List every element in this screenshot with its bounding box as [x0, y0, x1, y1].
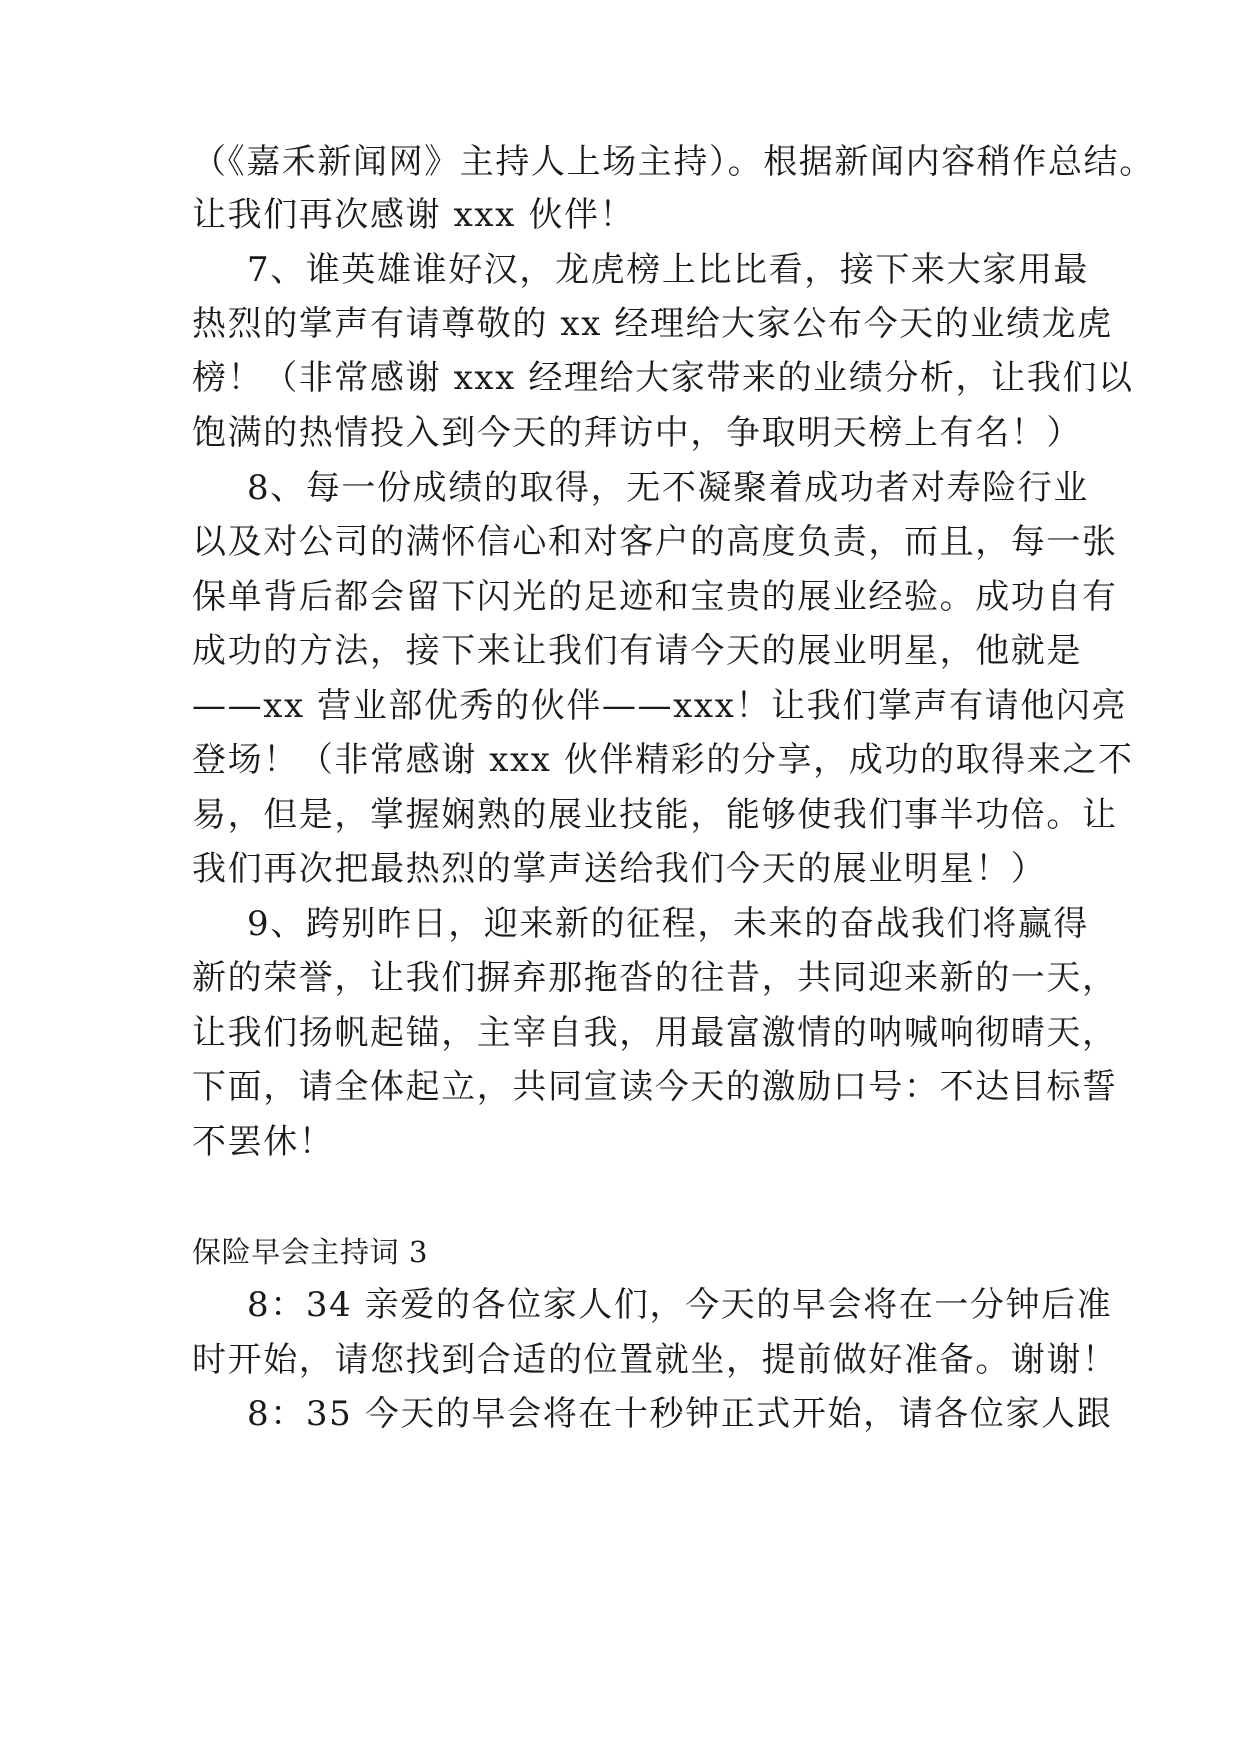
text-line: 不罢休！ [192, 1122, 335, 1162]
text-line: 下面，请全体起立，共同宣读今天的激励口号：不达目标誓 [192, 1067, 1118, 1107]
text-line: 成功的方法，接下来让我们有请今天的展业明星，他就是 [192, 631, 1082, 671]
text-line: 热烈的掌声有请尊敬的 xx 经理给大家公布今天的业绩龙虎 [192, 304, 1113, 344]
text-line: 榜！（非常感谢 xxx 经理给大家带来的业绩分析，让我们以 [192, 358, 1134, 398]
text-line: 8：34 亲爱的各位家人们，今天的早会将在一分钟后准 [247, 1285, 1113, 1325]
text-line: ——xx 营业部优秀的伙伴——xxx！让我们掌声有请他闪亮 [192, 686, 1128, 726]
text-line: 新的荣誉，让我们摒弃那拖沓的往昔，共同迎来新的一天， [192, 958, 1118, 998]
text-line: 饱满的热情投入到今天的拜访中，争取明天榜上有名！） [192, 413, 1082, 453]
text-line: 9、跨别昨日，迎来新的征程，未来的奋战我们将赢得 [247, 904, 1090, 944]
text-line: 8、每一份成绩的取得，无不凝聚着成功者对寿险行业 [247, 468, 1090, 508]
text-line: 时开始，请您找到合适的位置就坐，提前做好准备。谢谢！ [192, 1340, 1118, 1380]
text-line: 易，但是，掌握娴熟的展业技能，能够使我们事半功倍。让 [192, 795, 1118, 835]
text-line: 保单背后都会留下闪光的足迹和宝贵的展业经验。成功自有 [192, 577, 1118, 617]
text-line: 我们再次把最热烈的掌声送给我们今天的展业明星！） [192, 849, 1047, 889]
text-line: 8：35 今天的早会将在十秒钟正式开始，请各位家人跟 [247, 1394, 1113, 1434]
text-line: 7、谁英雄谁好汉，龙虎榜上比比看，接下来大家用最 [247, 250, 1090, 290]
section-heading: 保险早会主持词 3 [192, 1235, 429, 1269]
text-line: （《嘉禾新闻网》主持人上场主持）。根据新闻内容稍作总结。 [192, 142, 1155, 182]
text-line: 以及对公司的满怀信心和对客户的高度负责，而且，每一张 [192, 522, 1118, 562]
text-line: 让我们再次感谢 xxx 伙伴！ [192, 195, 636, 235]
text-line: 让我们扬帆起锚，主宰自我，用最富激情的呐喊响彻晴天， [192, 1013, 1118, 1053]
text-line: 登场！（非常感谢 xxx 伙伴精彩的分享，成功的取得来之不 [192, 740, 1134, 780]
